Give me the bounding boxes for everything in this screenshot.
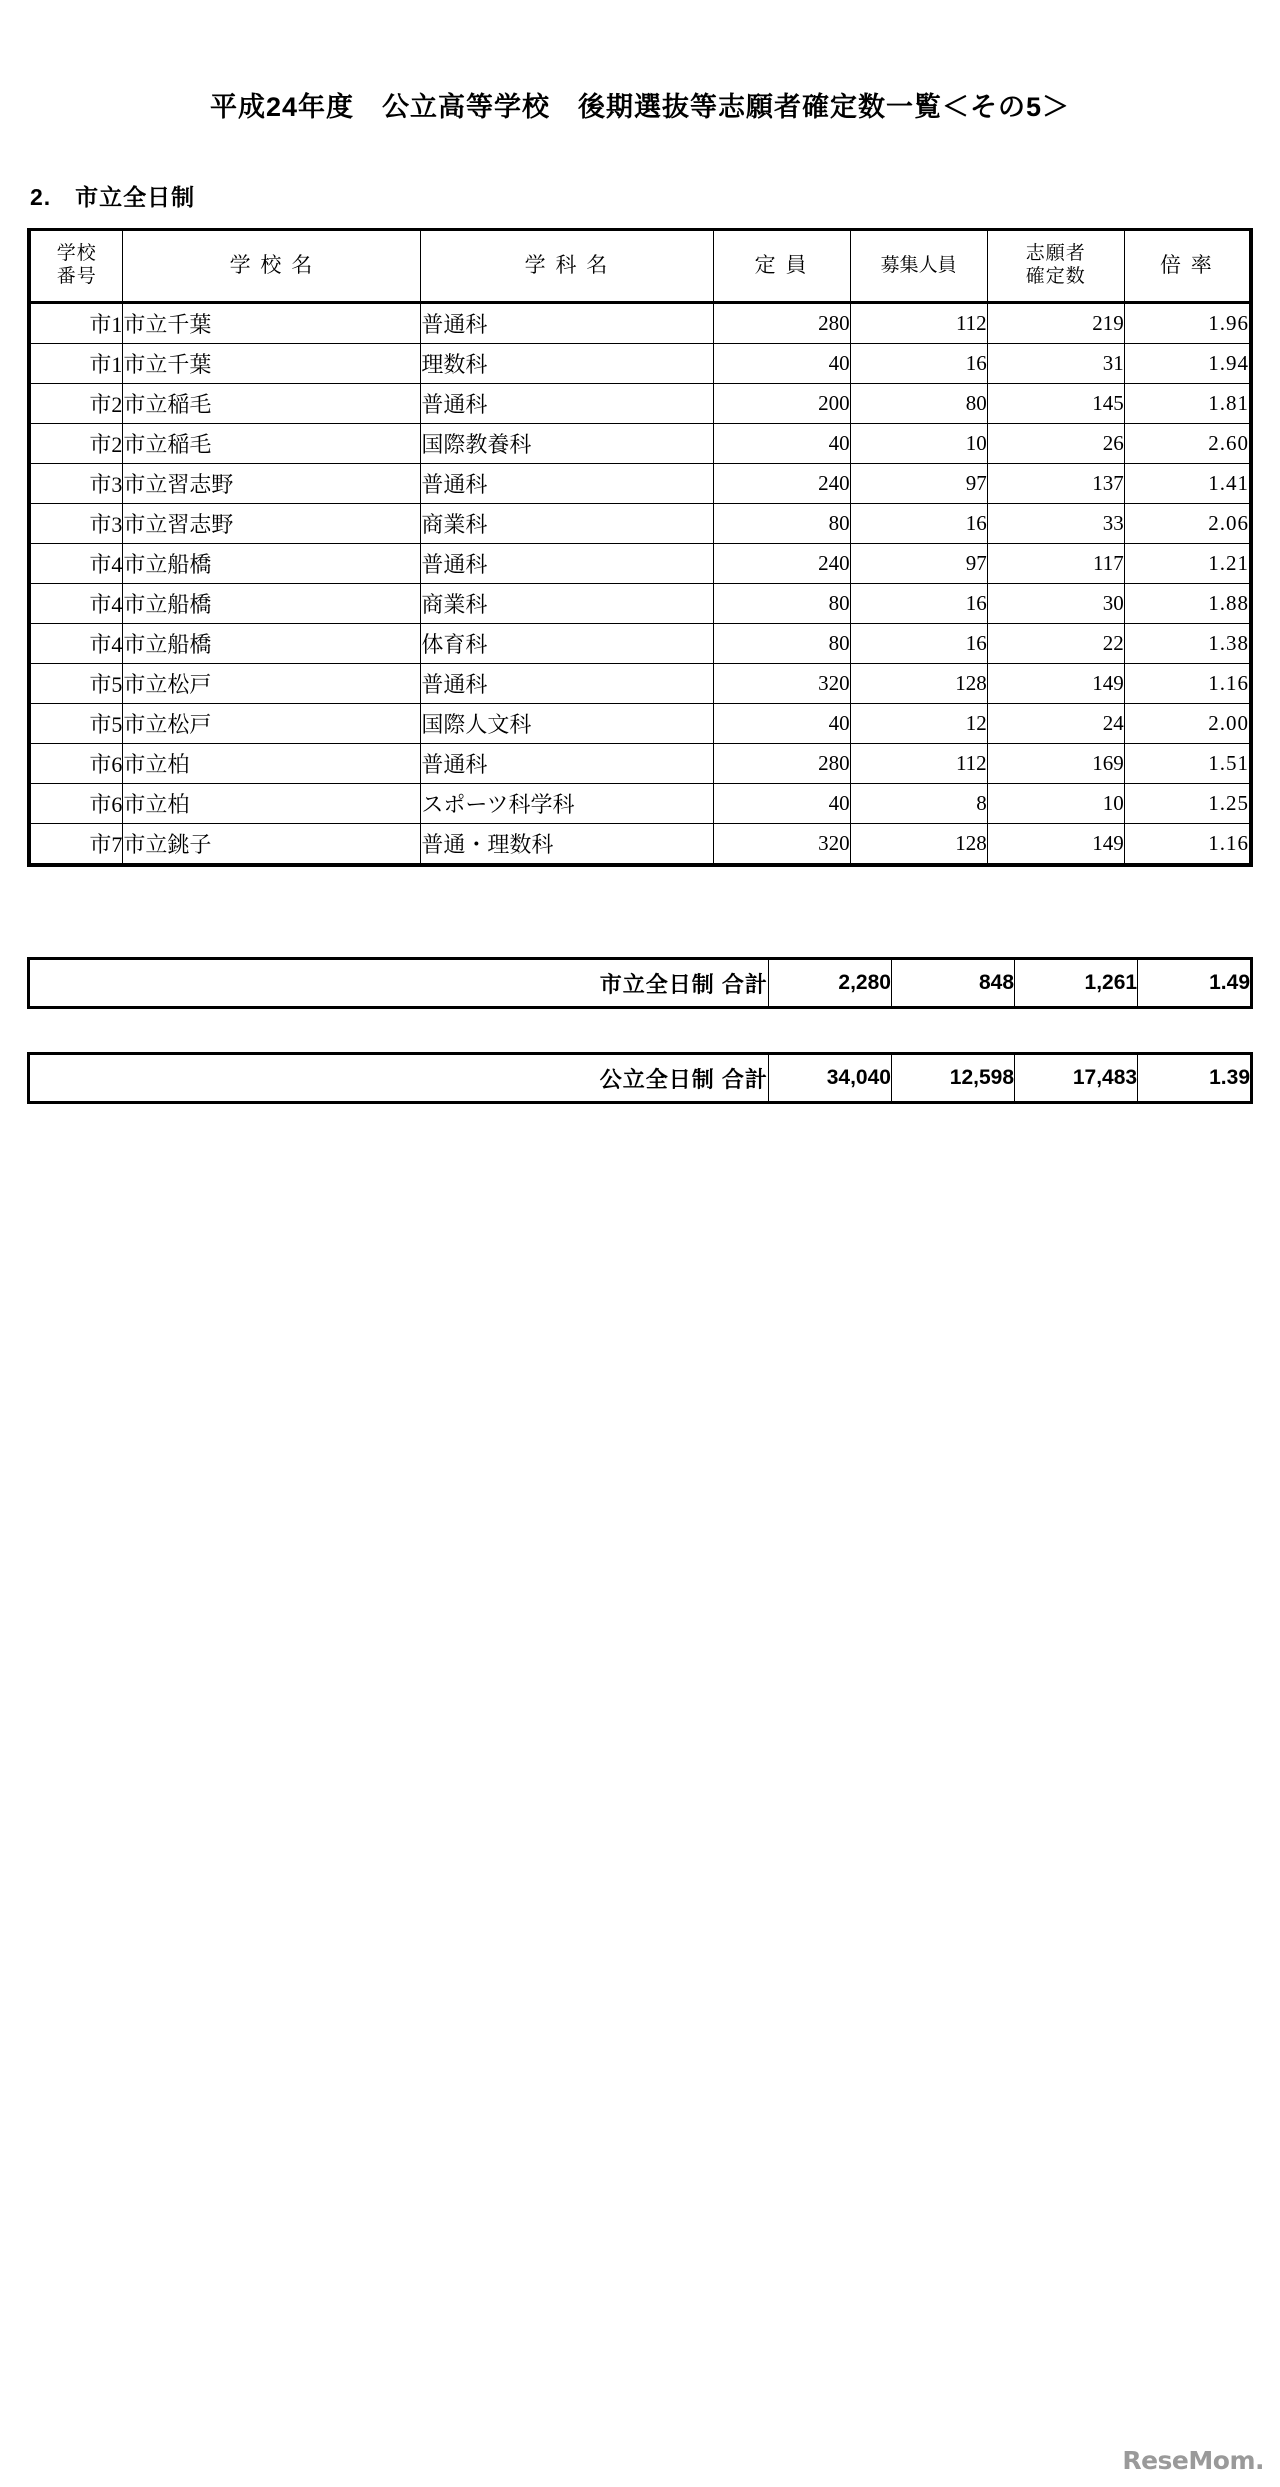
summary-ratio: 1.49 <box>1138 960 1250 1006</box>
row-applicants: 149 <box>987 824 1124 864</box>
summary-recruit: 848 <box>891 960 1014 1006</box>
table-row <box>31 384 1250 424</box>
city-fulltime-total-table <box>30 960 1250 1006</box>
row-school-no: 市7 <box>31 824 123 864</box>
row-capacity: 280 <box>713 744 850 784</box>
column-header-recruit: 募集人員 <box>850 231 987 303</box>
row-recruit: 128 <box>850 664 987 704</box>
row-school-name: 市立船橋 <box>123 584 421 624</box>
applicants-table <box>30 231 1250 864</box>
row-department: 商業科 <box>421 504 713 544</box>
table-row <box>31 624 1250 664</box>
row-school-no: 市4 <box>31 584 123 624</box>
row-applicants: 31 <box>987 344 1124 384</box>
row-recruit: 128 <box>850 824 987 864</box>
row-school-name: 市立習志野 <box>123 504 421 544</box>
row-department: 理数科 <box>421 344 713 384</box>
section-heading: 2. 市立全日制 <box>30 184 196 210</box>
row-capacity: 280 <box>713 303 850 344</box>
school-no-label-line2: 番号 <box>56 266 97 287</box>
row-school-name: 市立柏 <box>123 744 421 784</box>
table-header-row <box>31 231 1250 303</box>
row-school-no: 市5 <box>31 664 123 704</box>
row-ratio: 1.38 <box>1124 624 1249 664</box>
row-school-no: 市2 <box>31 384 123 424</box>
row-capacity: 40 <box>713 704 850 744</box>
summary-row <box>30 1055 1250 1101</box>
row-ratio: 1.96 <box>1124 303 1249 344</box>
row-school-name: 市立松戸 <box>123 664 421 704</box>
row-ratio: 1.81 <box>1124 384 1249 424</box>
row-ratio: 2.06 <box>1124 504 1249 544</box>
column-header-applicants <box>987 231 1124 303</box>
row-ratio: 1.88 <box>1124 584 1249 624</box>
table-row <box>31 344 1250 384</box>
summary-label: 市立全日制 合計 <box>30 960 768 1006</box>
row-ratio: 1.41 <box>1124 464 1249 504</box>
row-department: 普通科 <box>421 664 713 704</box>
row-school-name: 市立船橋 <box>123 624 421 664</box>
row-school-no: 市6 <box>31 784 123 824</box>
summary-applicants: 17,483 <box>1015 1055 1138 1101</box>
row-school-name: 市立柏 <box>123 784 421 824</box>
row-capacity: 320 <box>713 824 850 864</box>
row-ratio: 1.51 <box>1124 744 1249 784</box>
row-recruit: 16 <box>850 344 987 384</box>
table-row <box>31 464 1250 504</box>
row-department: スポーツ科学科 <box>421 784 713 824</box>
row-school-name: 市立銚子 <box>123 824 421 864</box>
row-recruit: 97 <box>850 464 987 504</box>
row-school-no: 市4 <box>31 624 123 664</box>
row-capacity: 80 <box>713 624 850 664</box>
row-recruit: 10 <box>850 424 987 464</box>
resemom-watermark: ReseMom. <box>1122 2446 1264 2475</box>
public-fulltime-total-table <box>30 1055 1250 1101</box>
row-recruit: 12 <box>850 704 987 744</box>
row-school-no: 市3 <box>31 504 123 544</box>
applicants-table-container <box>27 228 1253 867</box>
row-applicants: 10 <box>987 784 1124 824</box>
row-department: 普通科 <box>421 464 713 504</box>
applicants-label-line2: 確定数 <box>1025 266 1086 287</box>
row-department: 国際人文科 <box>421 704 713 744</box>
row-applicants: 169 <box>987 744 1124 784</box>
row-capacity: 320 <box>713 664 850 704</box>
row-ratio: 2.00 <box>1124 704 1249 744</box>
row-school-no: 市4 <box>31 544 123 584</box>
row-recruit: 112 <box>850 744 987 784</box>
table-row <box>31 704 1250 744</box>
row-school-name: 市立千葉 <box>123 344 421 384</box>
row-recruit: 16 <box>850 624 987 664</box>
column-header-ratio: 倍 率 <box>1124 231 1249 303</box>
row-school-no: 市6 <box>31 744 123 784</box>
page-title: 平成24年度 公立高等学校 後期選抜等志願者確定数一覧＜その5＞ <box>209 92 1071 122</box>
table-row <box>31 784 1250 824</box>
row-applicants: 219 <box>987 303 1124 344</box>
table-body <box>31 303 1250 864</box>
row-school-no: 市1 <box>31 344 123 384</box>
table-row <box>31 424 1250 464</box>
row-recruit: 8 <box>850 784 987 824</box>
summary-ratio: 1.39 <box>1138 1055 1250 1101</box>
school-no-label-line1: 学校 <box>56 243 97 265</box>
row-school-no: 市2 <box>31 424 123 464</box>
applicants-label-line1: 志願者 <box>1025 243 1086 265</box>
row-applicants: 145 <box>987 384 1124 424</box>
row-department: 普通科 <box>421 544 713 584</box>
row-school-no: 市1 <box>31 303 123 344</box>
summary-label: 公立全日制 合計 <box>30 1055 768 1101</box>
row-applicants: 137 <box>987 464 1124 504</box>
row-ratio: 1.94 <box>1124 344 1249 384</box>
row-applicants: 24 <box>987 704 1124 744</box>
row-applicants: 26 <box>987 424 1124 464</box>
row-ratio: 1.16 <box>1124 664 1249 704</box>
column-header-department: 学 科 名 <box>421 231 713 303</box>
row-school-no: 市3 <box>31 464 123 504</box>
row-capacity: 200 <box>713 384 850 424</box>
row-school-name: 市立千葉 <box>123 303 421 344</box>
table-row <box>31 744 1250 784</box>
row-ratio: 1.16 <box>1124 824 1249 864</box>
row-recruit: 80 <box>850 384 987 424</box>
table-row <box>31 544 1250 584</box>
row-applicants: 30 <box>987 584 1124 624</box>
row-capacity: 40 <box>713 344 850 384</box>
table-row <box>31 504 1250 544</box>
row-recruit: 16 <box>850 584 987 624</box>
row-school-name: 市立松戸 <box>123 704 421 744</box>
row-applicants: 33 <box>987 504 1124 544</box>
row-ratio: 2.60 <box>1124 424 1249 464</box>
row-department: 国際教養科 <box>421 424 713 464</box>
row-capacity: 80 <box>713 584 850 624</box>
summary-applicants: 1,261 <box>1015 960 1138 1006</box>
row-school-name: 市立船橋 <box>123 544 421 584</box>
row-capacity: 40 <box>713 784 850 824</box>
row-capacity: 240 <box>713 464 850 504</box>
column-header-school-name: 学 校 名 <box>123 231 421 303</box>
column-header-capacity: 定 員 <box>713 231 850 303</box>
table-header <box>31 231 1250 303</box>
row-department: 普通科 <box>421 744 713 784</box>
summary-row <box>30 960 1250 1006</box>
row-school-name: 市立稲毛 <box>123 384 421 424</box>
row-recruit: 112 <box>850 303 987 344</box>
row-capacity: 40 <box>713 424 850 464</box>
table-row <box>31 664 1250 704</box>
table-row <box>31 584 1250 624</box>
row-capacity: 240 <box>713 544 850 584</box>
summary-capacity: 2,280 <box>768 960 891 1006</box>
row-applicants: 22 <box>987 624 1124 664</box>
row-department: 普通・理数科 <box>421 824 713 864</box>
row-department: 体育科 <box>421 624 713 664</box>
row-department: 商業科 <box>421 584 713 624</box>
column-header-school-no <box>31 231 123 303</box>
table-row <box>31 303 1250 344</box>
row-applicants: 149 <box>987 664 1124 704</box>
summary-capacity: 34,040 <box>768 1055 891 1101</box>
row-school-name: 市立習志野 <box>123 464 421 504</box>
public-fulltime-total-container <box>27 1052 1253 1104</box>
row-school-no: 市5 <box>31 704 123 744</box>
row-school-name: 市立稲毛 <box>123 424 421 464</box>
row-recruit: 16 <box>850 504 987 544</box>
table-row <box>31 824 1250 864</box>
row-recruit: 97 <box>850 544 987 584</box>
summary-recruit: 12,598 <box>891 1055 1014 1101</box>
row-capacity: 80 <box>713 504 850 544</box>
row-ratio: 1.21 <box>1124 544 1249 584</box>
row-ratio: 1.25 <box>1124 784 1249 824</box>
row-department: 普通科 <box>421 303 713 344</box>
row-applicants: 117 <box>987 544 1124 584</box>
city-fulltime-total-container <box>27 957 1253 1009</box>
row-department: 普通科 <box>421 384 713 424</box>
